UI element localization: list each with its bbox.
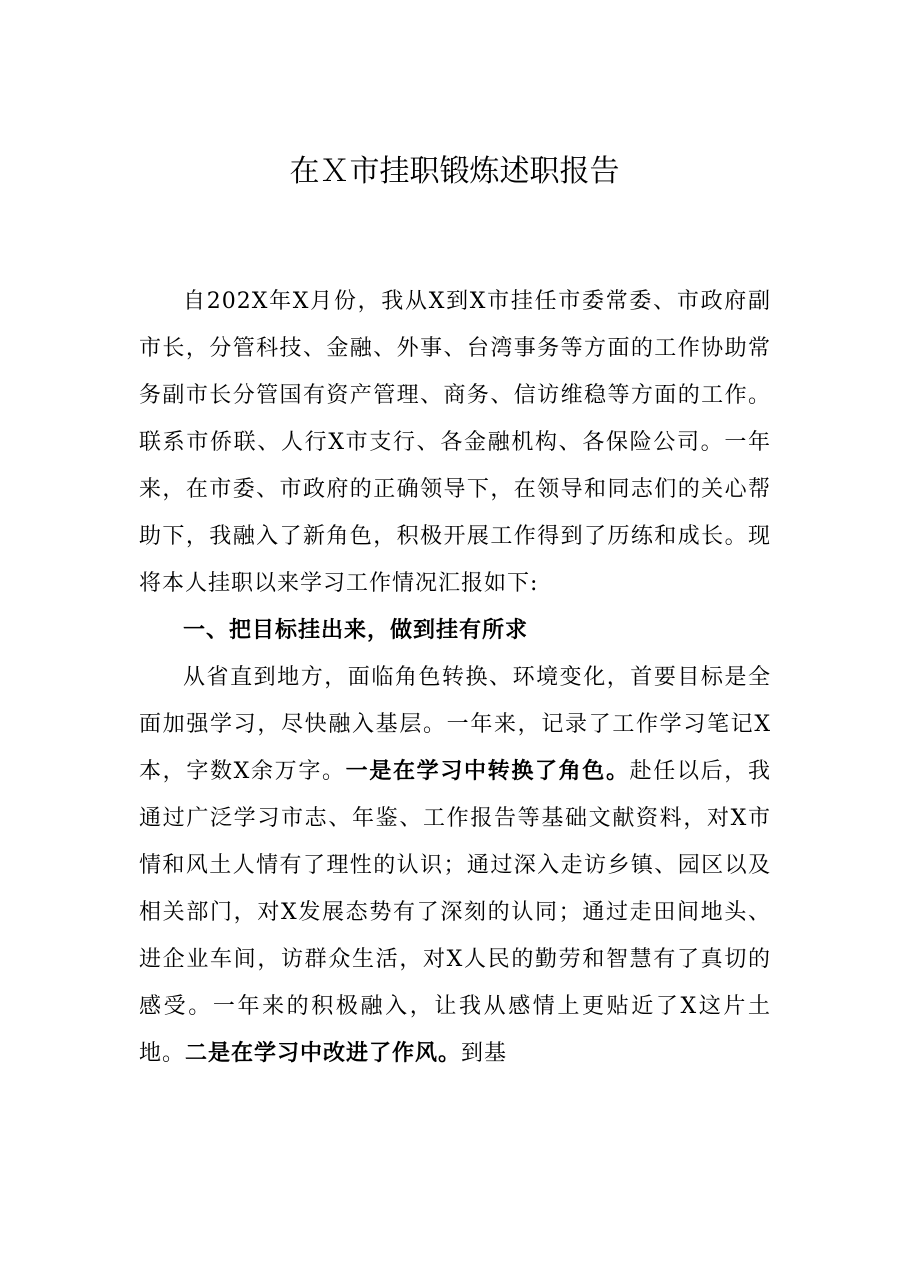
- section-text: 赴任以后，我通过广泛学习市志、年鉴、工作报告等基础文献资料，对X市情和风土人情有了理性的认识；通过深入走访乡镇、园区以及相关部门，对X发展态势有了深刻的认同；通过走田间地头、进企业车间，访群众生活，对X人民的勤劳和智慧有了真切的感受。一年来的积极融入，让我从感情上更贴近了X这片土地。: [139, 759, 771, 1066]
- document-title: 在Ｘ市挂职锻炼述职报告: [289, 154, 620, 189]
- intro-paragraph: 自202X年X月份，我从X到X市挂任市委常委、市政府副市长，分管科技、金融、外事、台湾事务等方面的工作协助常务副市长分管国有资产管理、商务、信访维稳等方面的工作。联系市侨联、人行X市支行、各金融机构、各保险公司。一年来，在市委、市政府的正确领导下，在领导和同志们的关心帮助下，我融入了新角色，积极开展工作得到了历练和成长。现将本人挂职以来学习工作情况汇报如下:: [139, 289, 771, 596]
- section-heading: 一、把目标挂出来，做到挂有所求: [183, 618, 529, 643]
- document-body: [139, 278, 771, 1077]
- bold-point-one: 一是在学习中转换了角色。: [345, 759, 630, 784]
- section-text: 到基: [461, 1041, 508, 1066]
- section-paragraph: [139, 654, 771, 1077]
- bold-point-two: 二是在学习中改进了作风。: [185, 1041, 462, 1066]
- section-text: 从省直到地方，面临角色转换、环境变化，首要目标是全面加强学习，尽快融入基层。一年来，记录了工作学习笔记X本，字数X余万字。: [139, 665, 771, 784]
